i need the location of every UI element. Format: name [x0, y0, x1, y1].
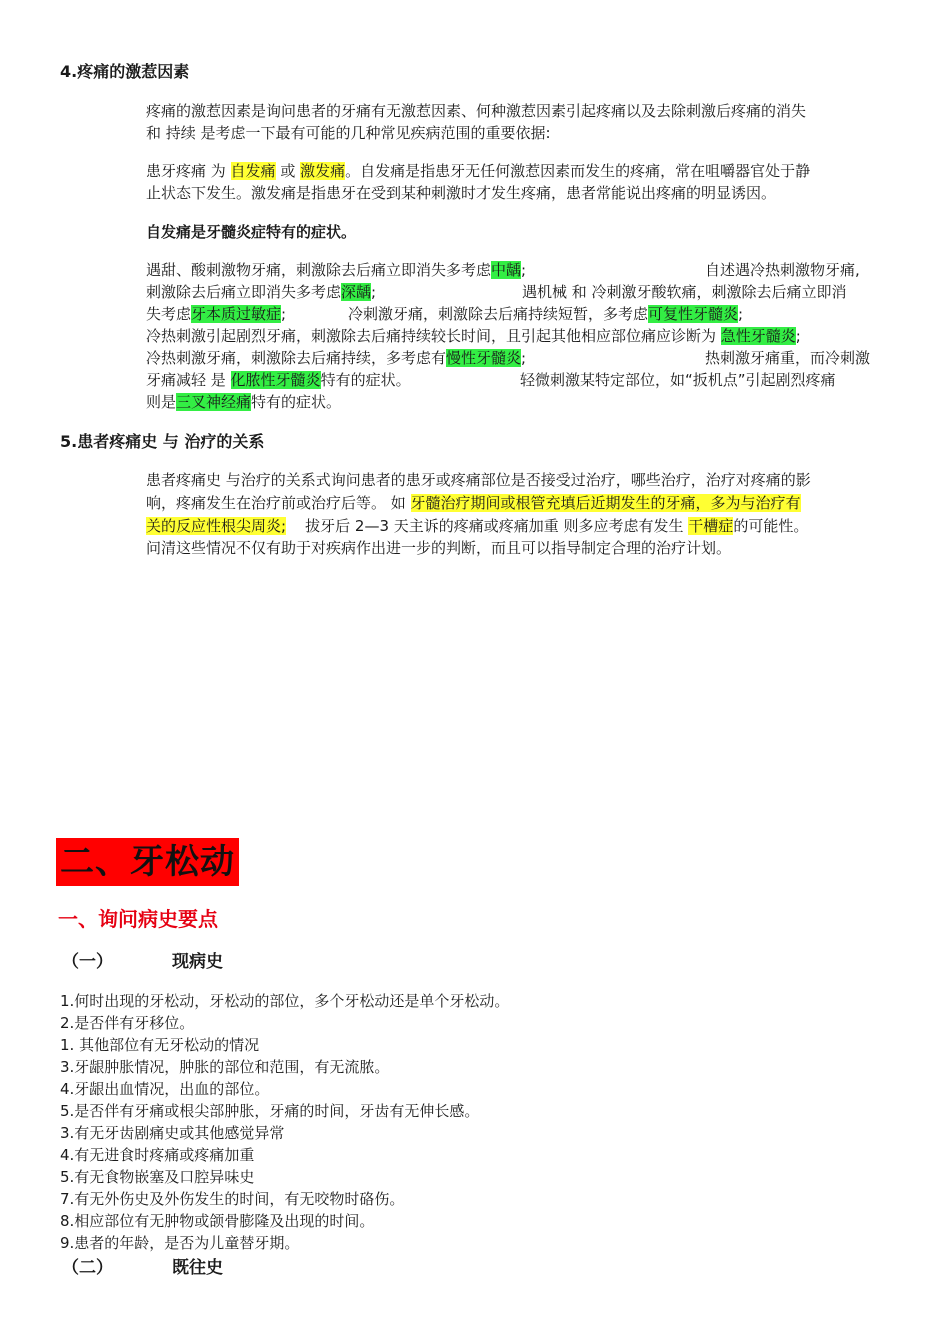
text: ; — [521, 349, 527, 367]
text: 冷热刺激牙痛，刺激除去后痛持续，多考虑有 — [146, 349, 447, 367]
text: 响，疼痛发生在治疗前或治疗后等。 如 — [146, 494, 411, 512]
dx-line-5 — [146, 347, 526, 369]
text: 牙痛减轻 是 — [146, 371, 231, 389]
bold-statement: 自发痛是牙髓炎症特有的症状。 — [146, 223, 357, 241]
dx-line-4 — [146, 325, 801, 347]
dx-line-5-right: 热刺激牙痛重，而冷刺激 — [705, 349, 871, 367]
sub-heading-2-label: 既往史 — [172, 1258, 223, 1278]
highlight-dx: 深龋 — [341, 283, 372, 301]
highlight-dx: 可复性牙髓炎 — [648, 305, 739, 323]
text: 冷热刺激引起剧烈牙痛，刺激除去后痛持续较长时间，且引起其他相应部位痛应诊断为 — [146, 327, 721, 345]
dx-line-1 — [146, 259, 526, 281]
highlight-dx: 牙本质过敏症 — [191, 305, 282, 323]
chapter-title: 二、牙松动 — [56, 838, 239, 886]
list-item: 8.相应部位有无肿物或颌骨膨隆及出现的时间。 — [60, 1212, 375, 1230]
para-1-line-2: 和 持续 是考虑一下最有可能的几种常见疾病范围的重要依据: — [146, 124, 551, 142]
highlight-dx: 慢性牙髓炎 — [446, 349, 522, 367]
text: ; — [371, 283, 377, 301]
subsection-title: 一、询问病史要点 — [58, 907, 218, 931]
dx-line-6 — [146, 369, 411, 391]
text: 的可能性。 — [733, 517, 809, 535]
highlight-spontaneous-pain: 自发痛 — [230, 162, 276, 180]
list-item: 5.是否伴有牙痛或根尖部肿胀，牙痛的时间，牙齿有无伸长感。 — [60, 1102, 480, 1120]
section-4-title: 4.疼痛的激惹因素 — [60, 62, 190, 81]
sub-heading-1-number: （一） — [62, 952, 113, 972]
sec5-line-1: 患者疼痛史 与治疗的关系式询问患者的患牙或疼痛部位是否接受过治疗，哪些治疗，治疗对疼痛的影 — [146, 471, 811, 489]
dx-line-1-right: 自述遇冷热刺激物牙痛, — [705, 261, 860, 279]
text: ; — [738, 305, 744, 323]
text: 特有的症状。 — [251, 393, 342, 411]
text: 则是 — [146, 393, 177, 411]
list-item: 3.牙龈肿胀情况，肿胀的部位和范围，有无流脓。 — [60, 1058, 390, 1076]
text: 特有的症状。 — [320, 371, 411, 389]
list-item: 3.有无牙齿剧痛史或其他感觉异常 — [60, 1124, 285, 1142]
list-item: 7.有无外伤史及外伤发生的时间，有无咬物时硌伤。 — [60, 1190, 405, 1208]
list-item: 5.有无食物嵌塞及口腔异味史 — [60, 1168, 255, 1186]
text: 拔牙后 2—3 天主诉的疼痛或疼痛加重 则多应考虑有发生 — [286, 517, 689, 535]
sub-heading-1-label: 现病史 — [172, 952, 223, 972]
highlight-dry-socket: 干槽症 — [688, 517, 734, 535]
dx-line-7 — [146, 391, 341, 413]
dx-line-3-right — [348, 303, 743, 325]
para-2-line-2: 止状态下发生。激发痛是指患牙在受到某种刺激时才发生疼痛，患者常能说出疼痛的明显诱因。 — [146, 184, 777, 202]
text: ; — [521, 261, 527, 279]
list-item: 1. 其他部位有无牙松动的情况 — [60, 1036, 260, 1054]
highlight-dx: 化脓性牙髓炎 — [230, 371, 321, 389]
dx-line-6-right: 轻微刺激某特定部位，如“扳机点”引起剧烈疼痛 — [520, 371, 836, 389]
text: 遇甜、酸刺激物牙痛，刺激除去后痛立即消失多考虑 — [146, 261, 492, 279]
dx-line-3 — [146, 303, 286, 325]
list-item: 2.是否伴有牙移位。 — [60, 1014, 195, 1032]
dx-line-2-right: 遇机械 和 冷刺激牙酸软痛，刺激除去后痛立即消 — [522, 283, 847, 301]
list-item: 9.患者的年龄，是否为儿童替牙期。 — [60, 1234, 300, 1252]
text: ; — [795, 327, 801, 345]
section-5-title: 5.患者疼痛史 与 治疗的关系 — [60, 432, 265, 451]
para-2-line-1 — [146, 160, 810, 182]
highlight-provoked-pain: 激发痛 — [300, 162, 346, 180]
text: 冷刺激牙痛，刺激除去后痛持续短暂，多考虑 — [348, 305, 649, 323]
highlight-dx: 急性牙髓炎 — [720, 327, 796, 345]
sub-heading-2-number: （二） — [62, 1258, 113, 1278]
list-item: 1.何时出现的牙松动，牙松动的部位，多个牙松动还是单个牙松动。 — [60, 992, 510, 1010]
sec5-line-3 — [146, 515, 808, 537]
highlight-dx: 中龋 — [491, 261, 522, 279]
highlight-reactive: 关的反应性根尖周炎; — [146, 517, 287, 535]
text: ; — [281, 305, 287, 323]
highlight-reactive: 牙髓治疗期间或根管充填后近期发生的牙痛，多为与治疗有 — [410, 494, 801, 512]
highlight-dx: 三叉神经痛 — [176, 393, 252, 411]
text: 或 — [275, 162, 301, 180]
text: 失考虑 — [146, 305, 192, 323]
list-item: 4.牙龈出血情况，出血的部位。 — [60, 1080, 270, 1098]
text: 。自发痛是指患牙无任何激惹因素而发生的疼痛，常在咀嚼器官处于静 — [345, 162, 811, 180]
sec5-line-4: 问清这些情况不仅有助于对疾病作出进一步的判断，而且可以指导制定合理的治疗计划。 — [146, 539, 732, 557]
list-item: 4.有无进食时疼痛或疼痛加重 — [60, 1146, 255, 1164]
para-1-line-1: 疼痛的激惹因素是询问患者的牙痛有无激惹因素、何种激惹因素引起疼痛以及去除刺激后疼痛的消失 — [146, 102, 807, 120]
text: 患牙疼痛 为 — [146, 162, 231, 180]
sec5-line-2 — [146, 492, 801, 514]
dx-line-2 — [146, 281, 376, 303]
history-list — [60, 990, 509, 1254]
text: 刺激除去后痛立即消失多考虑 — [146, 283, 342, 301]
